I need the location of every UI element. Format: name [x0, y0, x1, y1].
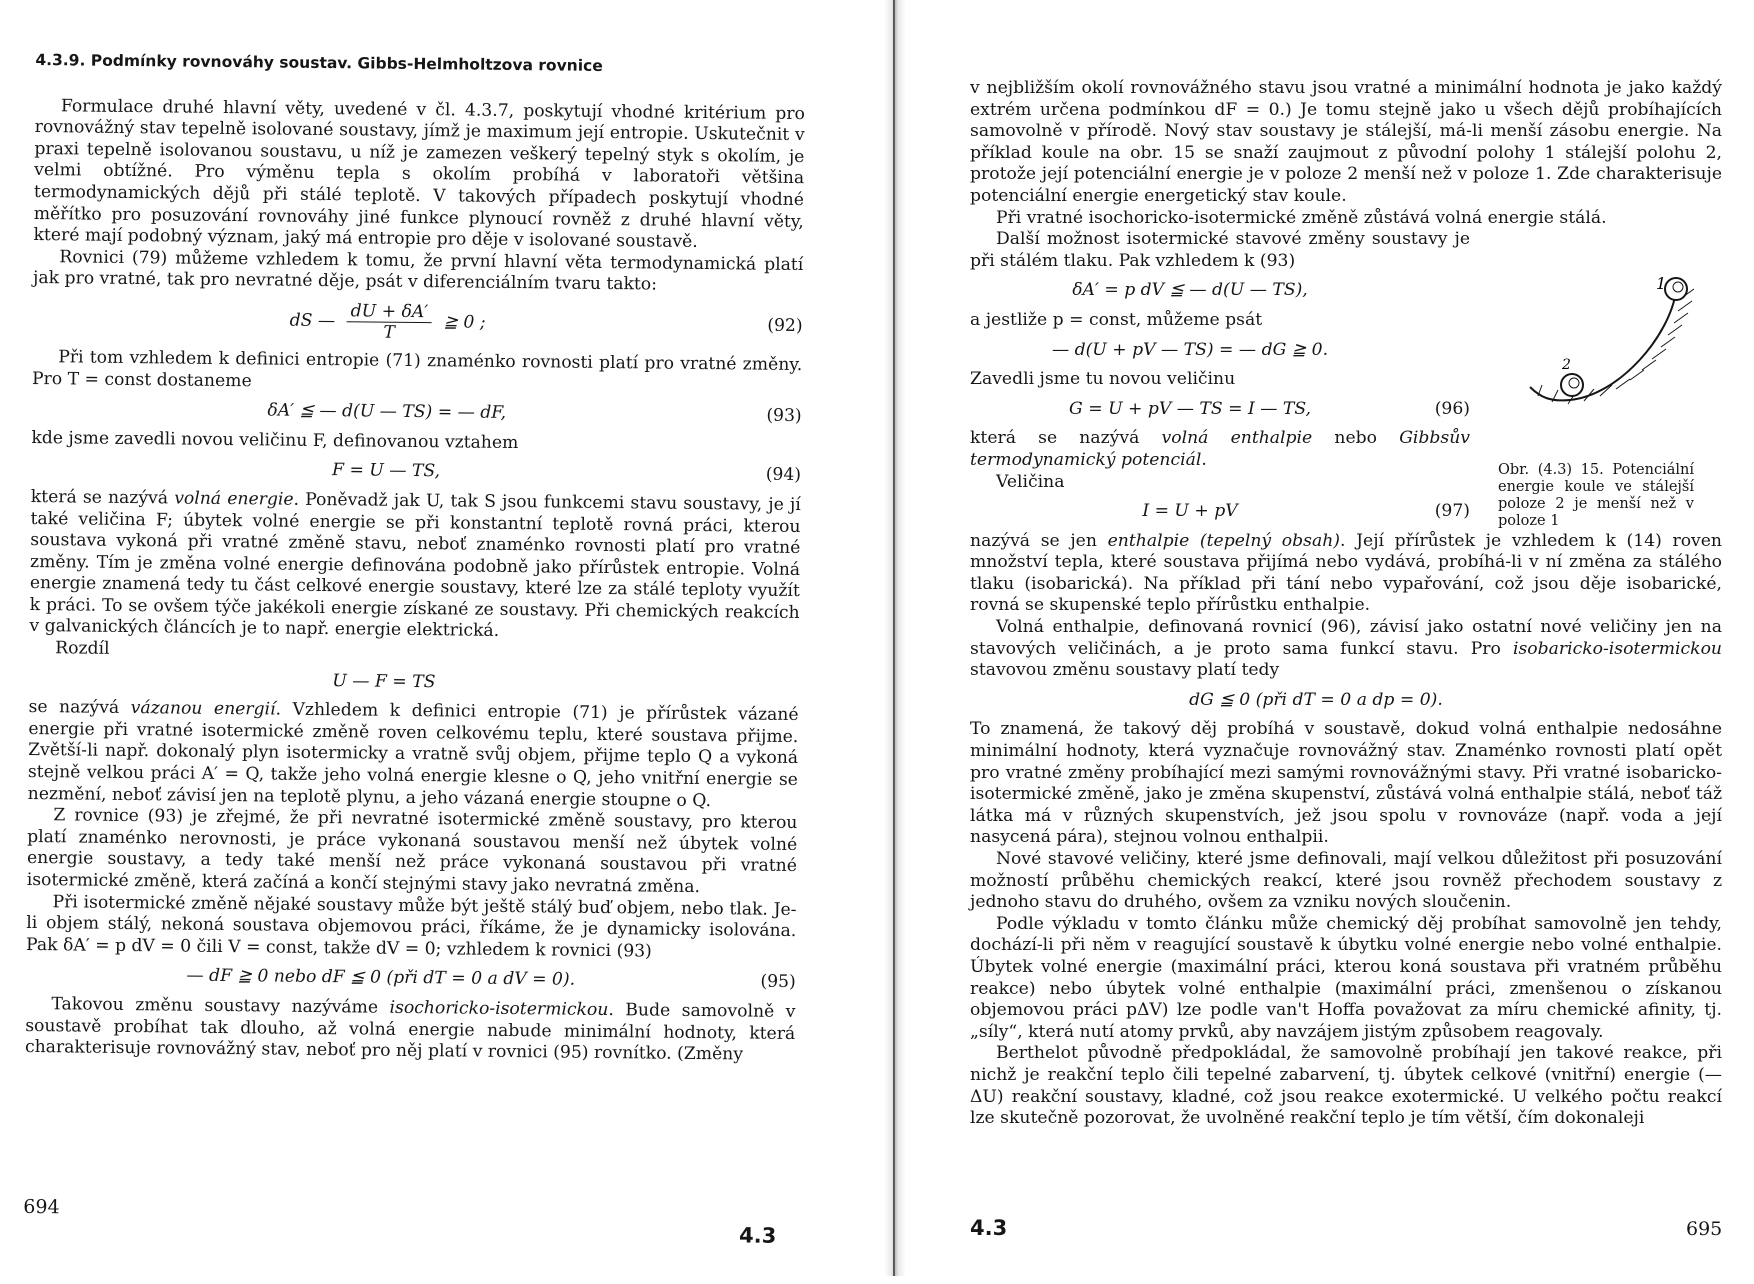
text-run: .	[1201, 449, 1207, 470]
page-number: 695	[1686, 1218, 1723, 1240]
position-label-1: 1	[1656, 275, 1667, 293]
paragraph: Rozdíl	[55, 638, 110, 659]
ball-slope-figure	[1480, 275, 1710, 425]
paragraph: v nejbližším okolí rovnovážného stavu jsou vratné a minimální hodnota je jako každý extrém určena podmínkou dF = 0.) Je tomu stejně jako u všech dějů probíhajících samovolně v přírodě. Nový stav soustavy je stálejší, má-li menší zásobu energie. Na příklad koule na obr. 15 se snaží zaujmout z původní polohy 1 stálejší polohu 2, protože její potenciální energie je v poloze 2 menší než v poloze 1. Zde charakterisuje potenciální energie energetický stav koule.	[970, 78, 1722, 206]
equation-expression: dG ≦ 0 (při dT = 0 a dp = 0).	[1189, 689, 1443, 710]
equation-number: (92)	[767, 315, 803, 336]
fraction-numerator: dU + δA′	[347, 301, 433, 323]
equation-number: (95)	[760, 972, 796, 993]
paragraph	[970, 531, 1722, 617]
paragraph	[28, 697, 799, 813]
equation-94	[31, 457, 801, 487]
equation-part: dS —	[289, 310, 336, 332]
section-marker: 4.3	[970, 1216, 1008, 1240]
right-page	[970, 0, 1722, 1276]
paragraph: Další možnost isotermické stavové změny soustavy je při stálém tlaku. Pak vzhledem k (93)	[970, 229, 1470, 271]
paragraph: Formulace druhé hlavní věty, uvedené v čl. 4.3.7, poskytují vhodné kritérium pro rovnovážný stav tepelně isolované soustavy, jímž je maximum její entropie. Uskutečnit v praxi tepelně isolovanou soustavu, u níž je zamezen veškerý tepelný styk s okolím, je velmi obtížné. Pro výměnu tepla s okolím probíhá v laboratoři většina termodynamických dějů při stálé teplotě. V takových případech poskytují vhodné měřítko pro posuzování rovnováhy jiné funkce plynoucí rovněž z druhé hlavní věty, které mají podobný význam, jaký má entropie pro děje v isolované soustavě.	[33, 95, 805, 253]
emphasis: isochoricko-isotermickou	[389, 997, 609, 1021]
equation-u-f	[29, 668, 799, 698]
emphasis: Gibbsův termodynamický potenciál	[970, 428, 1471, 470]
section-heading: 4.3.9. Podmínky rovnováhy soustav. Gibbs-Helmholtzova rovnice	[35, 50, 603, 75]
equation-work	[970, 280, 1470, 302]
equation-expression: G = U + pV — TS = I — TS,	[1069, 398, 1311, 419]
paragraph: Podle výkladu v tomto článku může chemický děj probíhat samovolně jen tehdy, dochází-li při něm v reagující soustavě k úbytku volné energie nebo volné enthalpie. Úbytek volné energie (maximální práci, kterou koná soustava při vratném průběhu reakce) nebo úbytek volné enthalpie (maximální práci, zmenšenou o získanou objemovou práci pΔV) lze podle van't Hoffa považovat za míru chemické afinity, tj. „síly“, která nutí atomy prvků, aby navzájem jistým způsobem reagovaly.	[970, 913, 1722, 1042]
equation-95	[26, 964, 796, 994]
equation-number: (93)	[766, 405, 802, 427]
equation-92	[32, 298, 802, 347]
text-run: stavovou změnu soustavy platí tedy	[970, 660, 1280, 681]
paragraph: Berthelot původně předpokládal, že samovolně probíhají jen takové reakce, při nichž je reakční teplo čili tepelné zabarvení, tj. úbytek celkové (vnitřní) energie (— ΔU) reakční soustavy, kladné, což jsou reakce exotermické. U velkého počtu reakcí lze skutečně pozorovat, že uvolněné reakční teplo je tím větší, čím dokonaleji	[970, 1043, 1722, 1129]
equation-expression: δA′ = p dV ≦ — d(U — TS),	[1072, 280, 1308, 301]
equation-expression: — d(U + pV — TS) = — dG ≧ 0.	[1051, 339, 1329, 360]
paragraph: Při vratné isochoricko-isotermické změně zůstává volná energie stálá.	[996, 207, 1607, 228]
emphasis: isobaricko-isotermickou	[1512, 638, 1722, 659]
equation-expression: δA′ ≦ — d(U — TS) = — dF,	[267, 400, 507, 424]
equation-expression: — dF ≧ 0 nebo dF ≦ 0 (při dT = 0 a dV = 0).	[186, 966, 576, 991]
equation-expression	[32, 298, 742, 346]
paragraph	[970, 617, 1722, 682]
text-run: nebo	[1334, 428, 1377, 449]
paragraph: a jestliže p = const, můžeme psát	[970, 309, 1263, 330]
emphasis: vázanou energií	[130, 698, 276, 720]
equation-93	[32, 398, 802, 428]
paragraph: Rovnici (79) můžeme vzhledem k tomu, že první hlavní věta termodynamická platí jak pro vratné, tak pro nevratné děje, psát v diferenciálním tvaru takto:	[32, 247, 804, 295]
text-run: . Bude samovolně v soustavě probíhat tak dlouho, až volná energie nabude minimální hodnoty, která charakterisuje rovnovážný stav, neboť pro něj platí v rovnici (95) rovnítko. (Změny	[24, 1000, 796, 1065]
fraction-denominator: T	[383, 322, 396, 343]
paragraph	[25, 994, 796, 1067]
emphasis: volná energie	[174, 488, 294, 510]
paragraph	[29, 487, 801, 646]
equation-97	[970, 501, 1470, 523]
ball-position-2	[1561, 374, 1583, 396]
equation-number: (94)	[765, 464, 802, 486]
text-run: která se nazývá	[970, 428, 1140, 449]
equation-96	[970, 399, 1470, 421]
figure-caption: Obr. (4.3) 15. Potenciální energie koule ve stálejší poloze 2 je menší než v poloze 1	[1498, 462, 1694, 529]
text-run: se nazývá	[28, 697, 120, 719]
paragraph: Zavedli jsme tu novou veličinu	[970, 369, 1236, 390]
fraction	[346, 301, 432, 343]
paragraph: kde jsme zavedli novou veličinu F, definovanou vztahem	[31, 427, 519, 453]
equation-expression: F = U — TS,	[332, 460, 441, 482]
equation-number: (97)	[1434, 501, 1470, 522]
left-column	[25, 50, 806, 1067]
text-run: . Vzhledem k definici entropie (71) je přírůstek vázané energie při vratné isotermické změně roven celkovému teplu, které soustava přijme. Zvětší-li např. dokonalý plyn isotermicky a vratně svůj objem, přijme teplo Q a vykoná stejně velkou práci A′ = Q, takže jeho volná energie klesne o Q, jeho vnitřní energie se nezmění, neboť závisí jen na teplotě plynu, a jeho vázaná energie stoupne o Q.	[27, 699, 799, 811]
paragraph: Při isotermické změně nějaké soustavy může být ještě stálý buď objem, nebo tlak. Je-li objem stálý, nekoná soustava objemovou práci, říkáme, že je dynamicky isolována. Pak δA′ = p dV = 0 čili V = const, takže dV = 0; vzhledem k rovnici (93)	[26, 891, 797, 962]
narrow-column	[970, 229, 1470, 523]
text-run: Volná enthalpie, definovaná rovnicí (96), závisí jako ostatní nové veličiny jen na stavových veličinách, a je proto sama funkcí stavu. Pro	[970, 617, 1722, 659]
equation-gibbs-condition	[970, 690, 1722, 712]
text-run: která se nazývá	[30, 486, 169, 509]
position-label-2: 2	[1562, 357, 1571, 373]
equation-gibbs-change	[970, 340, 1470, 362]
paragraph: Nové stavové veličiny, které jsme definovali, mají velkou důležitost při posuzování možností průběhu chemických reakcí, které jsou rovněž přechodem soustavy z jednoho stavu do druhého, ovšem za vzniku nových sloučenin.	[970, 849, 1722, 913]
equation-number: (96)	[1434, 398, 1470, 419]
ball-position-1	[1665, 278, 1687, 300]
text-run: . Poněvadž jak U, tak S jsou funkcemi stavu soustavy, je jí také veličina F; úbytek volné energie se při konstantní teplotě rovná práci, kterou soustava vykoná při vratné změně stavu, neboť znaménko rovnosti platí pro vratné změny. Tím je změna volné energie definována podobně jako přírůstek entropie. Volná energie znamená tedy tu část celkové energie soustavy, které lze za stálé teploty využít k práci. To se ovšem týče jakékoli energie získané ze soustavy. Při chemických reakcích v galvanických článcích je to např. energie elektrická.	[29, 489, 801, 642]
right-column	[970, 78, 1722, 1130]
text-run: . Její přírůstek je vzhledem k (14) roven množství tepla, které soustava přijímá nebo vydává, probíhá-li v ní změna za stálého tlaku (isobarická). Na příklad při tání nebo vypařování, což jsou děje isobarické, rovná se skupenské teplo přírůstku enthalpie.	[970, 530, 1722, 616]
page-number: 694	[23, 1195, 60, 1219]
paragraph: Z rovnice (93) je zřejmé, že při nevratné isotermické změně soustavy, pro kterou platí znaménko nerovnosti, je práce vykonaná soustavou menší než úbytek volné energie soustavy, a tedy také menší než práce vykonaná soustavou při vratné isotermické změně, která začíná a končí stejnými stavy jako nevratná změna.	[26, 805, 798, 898]
equation-part: ≧ 0 ;	[443, 312, 486, 333]
emphasis: enthalpie (tepelný obsah)	[1107, 530, 1340, 551]
section-marker: 4.3	[738, 1223, 777, 1248]
paragraph	[970, 428, 1470, 471]
paragraph: Při tom vzhledem k definici entropie (71) znaménko rovnosti platí pro vratné změny. Pro T = const dostaneme	[31, 347, 803, 391]
book-gutter	[884, 0, 906, 1276]
emphasis: volná enthalpie	[1161, 428, 1313, 449]
slope-curve	[1530, 291, 1676, 400]
gutter-line	[893, 0, 895, 1276]
paragraph: To znamená, že takový děj probíhá v soustavě, dokud volná enthalpie nedosáhne minimální hodnoty, která vyznačuje rovnovážný stav. Znaménko rovnosti platí opět pro vratné změny probíhající mezi samými rovnovážnými stavy. Při vratné isobaricko-isotermické změně, jako je změna skupenství, zůstává volná enthalpie stálá, neboť táž látka má v různých skupenstvích, jež jsou spolu v rovnováze (např. voda a její nasycená pára), stejnou volnou enthalpii.	[970, 719, 1722, 848]
equation-expression: I = U + pV	[1142, 501, 1238, 522]
equation-expression: U — F = TS	[332, 670, 436, 692]
text-run: nazývá se jen	[970, 530, 1097, 551]
paragraph: Veličina	[996, 471, 1065, 492]
text-run: Takovou změnu soustavy nazýváme	[51, 994, 379, 1018]
left-page	[23, 0, 806, 1284]
